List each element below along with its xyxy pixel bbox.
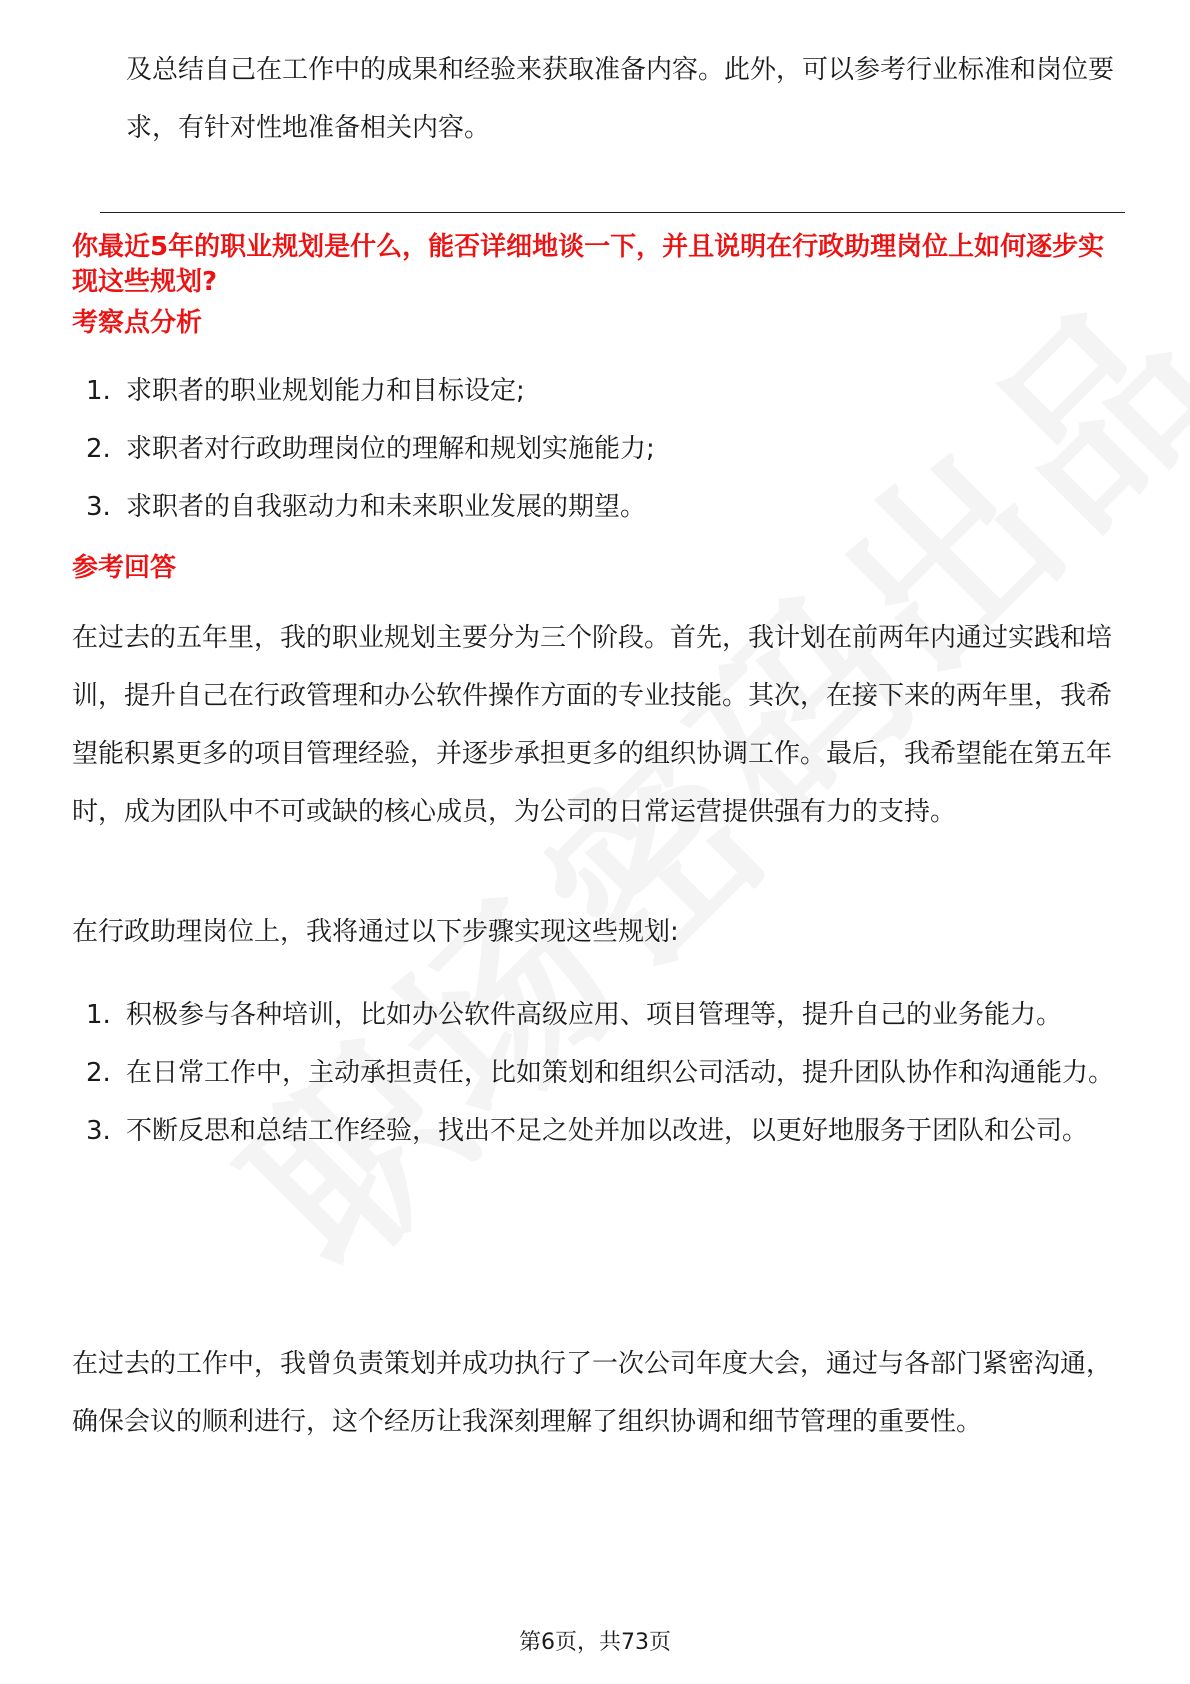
answer-paragraph-2: 在行政助理岗位上，我将通过以下步骤实现这些规划: (72, 917, 679, 947)
list-number: 3. (86, 492, 111, 522)
list-item-text: 在日常工作中，主动承担责任，比如策划和组织公司活动，提升团队协作和沟通能力。 (126, 1058, 1115, 1088)
answer-heading: 参考回答 (72, 553, 177, 583)
list-item (0, 362, 1116, 420)
list-number: 3. (86, 1116, 111, 1146)
list-item (0, 1102, 1116, 1160)
list-item-text: 求职者对行政助理岗位的理解和规划实施能力; (126, 434, 655, 464)
answer-paragraph-3: 在过去的工作中，我曾负责策划并成功执行了一次公司年度大会，通过与各部门紧密沟通，确保会议的顺利进行，这个经历让我深刻理解了组织协调和细节管理的重要性。 (72, 1349, 1113, 1437)
list-item-text: 不断反思和总结工作经验，找出不足之处并加以改进，以更好地服务于团队和公司。 (126, 1116, 1089, 1146)
list-item (0, 1044, 1116, 1102)
list-item (0, 986, 1116, 1044)
list-number: 1. (86, 1000, 111, 1030)
analysis-heading: 考察点分析 (72, 308, 203, 338)
steps-list (0, 986, 1116, 1160)
watermark (175, 408, 1085, 1318)
list-item-text: 求职者的自我驱动力和未来职业发展的期望。 (126, 492, 647, 522)
list-item-text: 积极参与各种培训，比如办公软件高级应用、项目管理等，提升自己的业务能力。 (126, 1000, 1063, 1030)
page-number-footer: 第6页，共73页 (519, 1630, 671, 1655)
list-item (0, 420, 1116, 478)
list-number: 2. (86, 1058, 111, 1088)
list-number: 2. (86, 434, 111, 464)
list-item-text: 求职者的职业规划能力和目标设定; (126, 376, 525, 406)
list-item (0, 478, 1116, 536)
interview-question: 你最近5年的职业规划是什么，能否详细地谈一下，并且说明在行政助理岗位上如何逐步实现这些规划? (72, 232, 1105, 297)
answer-paragraph-1: 在过去的五年里，我的职业规划主要分为三个阶段。首先，我计划在前两年内通过实践和培训，提升自己在行政管理和办公软件操作方面的专业技能。其次，在接下来的两年里，我希望能积累更多的项目管理经验，并逐步承担更多的组织协调工作。最后，我希望能在第五年时，成为团队中不可或缺的核心成员，为公司的日常运营提供强有力的支持。 (72, 623, 1113, 827)
analysis-list (0, 362, 1116, 536)
section-divider (100, 212, 1125, 213)
intro-continuation-paragraph: 及总结自己在工作中的成果和经验来获取准备内容。此外，可以参考行业标准和岗位要求，有针对性地准备相关内容。 (126, 55, 1115, 143)
list-number: 1. (86, 376, 111, 406)
